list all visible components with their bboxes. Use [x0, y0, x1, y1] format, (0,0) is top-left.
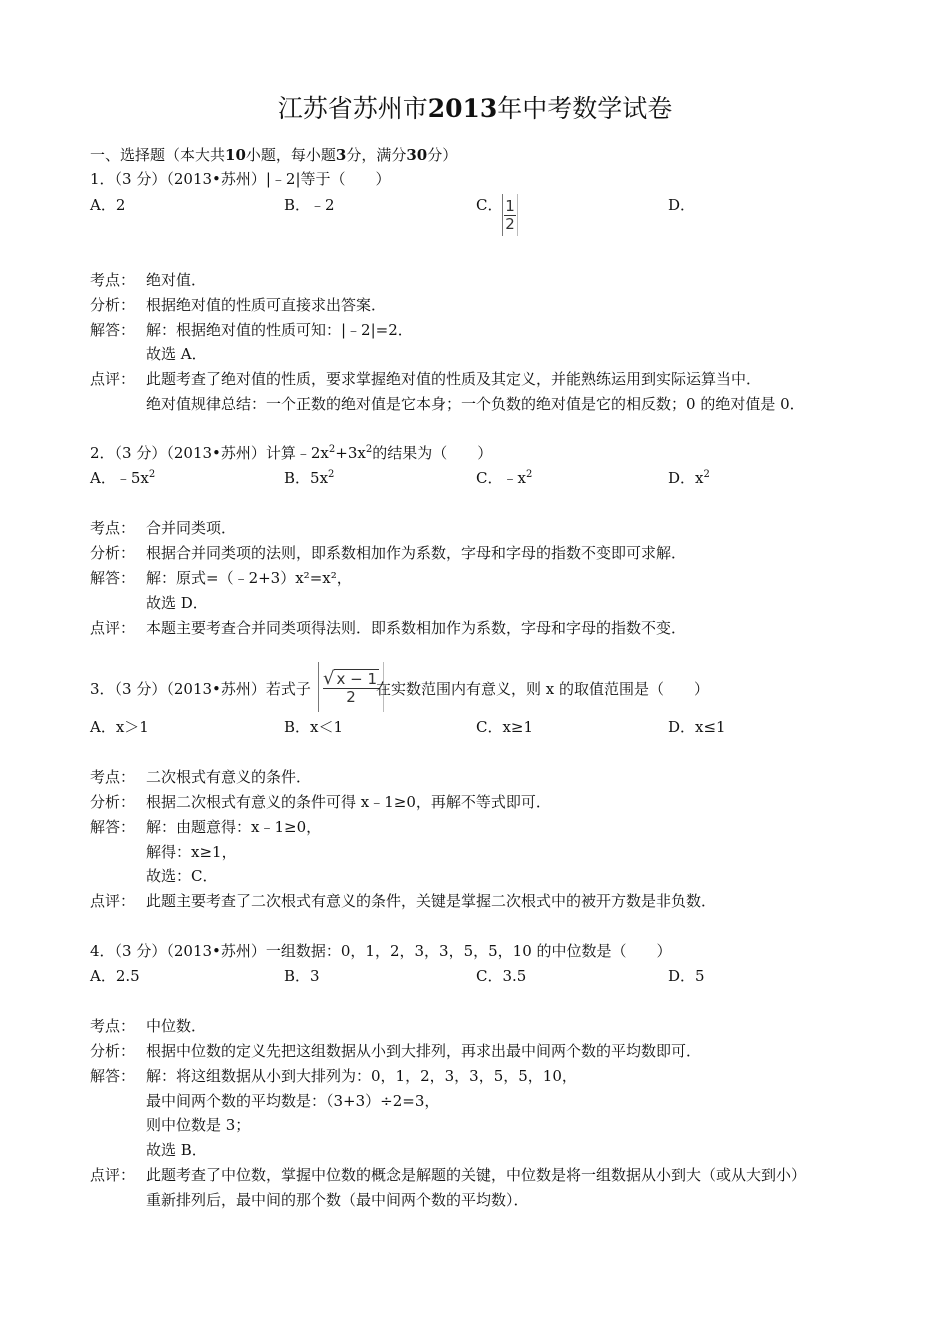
q4-option-a: A．2.5	[90, 967, 140, 985]
fraction-numerator: 1	[505, 196, 515, 215]
question-3-stem-end: 在实数范围内有意义，则 x 的取值范围是（ ）	[376, 680, 709, 698]
q4-analysis-text: 重新排列后，最中间的那个数（最中间两个数的平均数）．	[146, 1191, 529, 1209]
q1-analysis-text: 解：根据绝对值的性质可知：|﹣2|=2．	[146, 321, 413, 339]
q1-analysis-label: 点评：	[90, 370, 136, 388]
q4-analysis-text: 则中位数是 3；	[146, 1116, 251, 1134]
question-1-stem: 1．（3 分）（2013•苏州）|﹣2|等于（ ）	[90, 170, 391, 188]
q1-analysis-label: 分析：	[90, 296, 136, 314]
q2-option-b: B．$5x^2$	[284, 469, 335, 487]
radicand: x − 1	[336, 669, 378, 688]
q3-analysis-text: 故选：C．	[146, 867, 218, 885]
q3-option-c: C．x≥1	[476, 718, 534, 736]
q1-analysis-text: 绝对值．	[146, 271, 207, 289]
q2-analysis-text: 解：原式=（﹣2+3）x²=x²，	[146, 569, 352, 587]
q1-option-d: D．	[668, 196, 696, 214]
q4-analysis-label: 点评：	[90, 1166, 136, 1184]
square-root-expression	[323, 669, 379, 688]
q4-option-d: D．5	[668, 967, 705, 985]
q1-option-c: C．	[476, 196, 503, 214]
q1-analysis-text: 根据绝对值的性质可直接求出答案．	[146, 296, 387, 314]
q2-analysis-text: 本题主要考查合并同类项得法则．即系数相加作为系数，字母和字母的指数不变．	[146, 619, 687, 637]
q2-analysis-label: 分析：	[90, 544, 136, 562]
q1-analysis-label: 解答：	[90, 321, 136, 339]
q1-analysis-text: 故选 A．	[146, 345, 207, 363]
q4-analysis-text: 此题考查了中位数，掌握中位数的概念是解题的关键，中位数是将一组数据从小到大（或从大到小）	[146, 1166, 807, 1184]
q2-option-d: D．$x^2$	[668, 469, 710, 487]
q1-option-a: A．2	[90, 196, 126, 214]
q3-option-a: A．x＞1	[90, 718, 149, 736]
q4-analysis-text: 最中间两个数的平均数是：（3+3）÷2=3，	[146, 1092, 440, 1110]
question-2-stem: 2．（3 分）（2013•苏州）计算$﹣2x^2+3x^2$的结果为（ ）	[90, 444, 493, 462]
q3-option-d: D．x≤1	[668, 718, 726, 736]
q4-analysis-text: 根据中位数的定义先把这组数据从小到大排列，再求出最中间两个数的平均数即可．	[146, 1042, 702, 1060]
q1-analysis-text: 此题考查了绝对值的性质，要求掌握绝对值的性质及其定义，并能熟练运用到实际运算当中．	[146, 370, 762, 388]
q3-analysis-text: 解得：x≥1，	[146, 843, 237, 861]
q4-analysis-text: 中位数．	[146, 1017, 207, 1035]
q3-radical-fraction-image	[318, 662, 384, 712]
section-header: 一、选择题（本大共10小题，每小题3分，满分30分）	[90, 146, 458, 164]
q2-analysis-label: 解答：	[90, 569, 136, 587]
q1-option-b: B．﹣2	[284, 196, 335, 214]
q4-analysis-label: 解答：	[90, 1067, 136, 1085]
q2-analysis-label: 考点：	[90, 519, 136, 537]
fraction-denominator: 2	[346, 687, 356, 706]
q2-analysis-text: 根据合并同类项的法则，即系数相加作为系数，字母和字母的指数不变即可求解．	[146, 544, 687, 562]
radical-sign: √	[323, 667, 335, 689]
q4-option-b: B．3	[284, 967, 320, 985]
q4-analysis-text: 故选 B．	[146, 1141, 207, 1159]
q4-analysis-text: 解：将这组数据从小到大排列为：0，1，2，3，3，5，5，10，	[146, 1067, 577, 1085]
question-4-stem: 4．（3 分）（2013•苏州）一组数据：0，1，2，3，3，5，5，10 的中位数是（ ）	[90, 942, 672, 960]
q3-analysis-label: 解答：	[90, 818, 136, 836]
q3-analysis-text: 解：由题意得：x﹣1≥0，	[146, 818, 322, 836]
q3-analysis-label: 考点：	[90, 768, 136, 786]
question-3-stem-start: 3．（3 分）（2013•苏州）若式子	[90, 680, 311, 698]
q4-option-c: C．3.5	[476, 967, 527, 985]
q3-option-b: B．x＜1	[284, 718, 344, 736]
fraction-denominator: 2	[505, 214, 515, 233]
q2-option-a: A．$﹣5x^2$	[90, 469, 156, 487]
q4-analysis-label: 考点：	[90, 1017, 136, 1035]
q1-option-c-fraction-image	[502, 194, 518, 236]
q3-analysis-text: 二次根式有意义的条件．	[146, 768, 312, 786]
q1-analysis-text: 绝对值规律总结：一个正数的绝对值是它本身；一个负数的绝对值是它的相反数；0 的绝对值是 0．	[146, 395, 805, 413]
q3-analysis-label: 点评：	[90, 892, 136, 910]
q3-analysis-text: 此题主要考查了二次根式有意义的条件，关键是掌握二次根式中的被开方数是非负数．	[146, 892, 717, 910]
q2-option-c: C．$﹣x^2$	[476, 469, 533, 487]
q2-analysis-label: 点评：	[90, 619, 136, 637]
q4-analysis-label: 分析：	[90, 1042, 136, 1060]
q1-analysis-label: 考点：	[90, 271, 136, 289]
page-title: 江苏省苏州市2013年中考数学试卷	[277, 94, 673, 123]
q3-analysis-label: 分析：	[90, 793, 136, 811]
q3-analysis-text: 根据二次根式有意义的条件可得 x﹣1≥0，再解不等式即可．	[146, 793, 551, 811]
q2-analysis-text: 故选 D．	[146, 594, 208, 612]
q2-analysis-text: 合并同类项．	[146, 519, 237, 537]
